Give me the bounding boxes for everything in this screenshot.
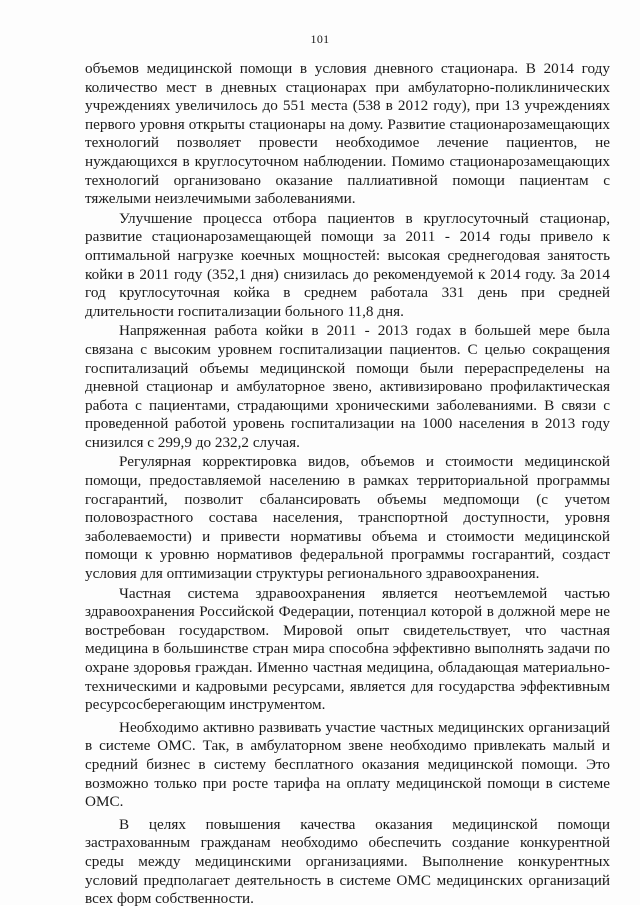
paragraph-bed-load: Улучшение процесса отбора пациентов в круглосуточный стационар, развитие стационарозамещающей помощи за 2011 - 2014 годы привело к оптимальной нагрузке коечных мощностей: высокая среднегодовая занятость койки в 2011 году (352,1 дня) снизилась до рекомендуемой к 2014 году. За 2014 год круглосуточная койка в среднем работала 331 день при средней длительности госпитализации больного 11,8 дня. (85, 209, 610, 320)
paragraph-day-hospital: объемов медицинской помощи в условия дневного стационара. В 2014 году количество мест в дневных стационарах при амбулаторно-поликлинических учреждениях увеличилось до 551 места (538 в 2012 году), при 13 учреждениях первого уровня открыты стационары на дому. Развитие стационарозамещающих технологий позволяет провести необходимое лечение пациентов, не нуждающихся в круглосуточном наблюдении. Помимо стационарозамещающих технологий организовано оказание паллиативной помощи пациентам с тяжелыми неизлечимыми заболеваниями. (85, 60, 610, 208)
paragraph-competition: В целях повышения качества оказания медицинской помощи застрахованным гражданам необходимо обеспечить создание конкурентной среды между медицинскими организациями. Выполнение конкурентных условий предполагает деятельность в системе ОМС медицинских организаций всех форм собственности. (85, 815, 610, 908)
paragraph-oms-private: Необходимо активно развивать участие частных медицинских организаций в системе ОМС. Так, в амбулаторном звене необходимо привлекать малый и средний бизнес в систему бесплатного оказания медицинской помощи. Это возможно только при росте тарифа на оплату медицинской помощи в системе ОМС. (85, 718, 610, 811)
page-number: 101 (310, 32, 330, 46)
paragraph-private-healthcare: Частная система здравоохранения является неотъемлемой частью здравоохранения Российской Федерации, потенциал которой в должной мере не востребован государством. Мировой опыт свидетельствует, что частная медицина в большинстве стран мира способна эффективно выполнять задачи по охране здоровья граждан. Именно частная медицина, обладающая материально-техническими и кадровыми ресурсами, является для государства эффективным ресурсосберегающим инструментом. (85, 584, 610, 714)
paragraph-hospitalization-level: Напряженная работа койки в 2011 - 2013 годах в большей мере была связана с высоким уровнем госпитализации пациентов. С целью сокращения госпитализаций объемы медицинской помощи были перераспределены на дневной стационар и амбулаторное звено, активизировано профилактическая работа с пациентами, страдающими хроническими заболеваниями. В связи с проведенной работой уровень госпитализации на 1000 населения в 2013 году снизился с 299,9 до 232,2 случая. (85, 322, 610, 451)
body-text (85, 60, 610, 910)
paragraph-state-guarantees: Регулярная корректировка видов, объемов и стоимости медицинской помощи, предоставляемой населению в рамках территориальной программы госгарантий, позволит сбалансировать объемы медпомощи (с учетом половозрастного состава населения, транспортной доступности, уровня заболеваемости) и привести нормативы объема и стоимости медицинской помощи к уровню нормативов федеральной программы госгарантий, создаст условия для оптимизации структуры регионального здравоохранения. (85, 453, 610, 583)
